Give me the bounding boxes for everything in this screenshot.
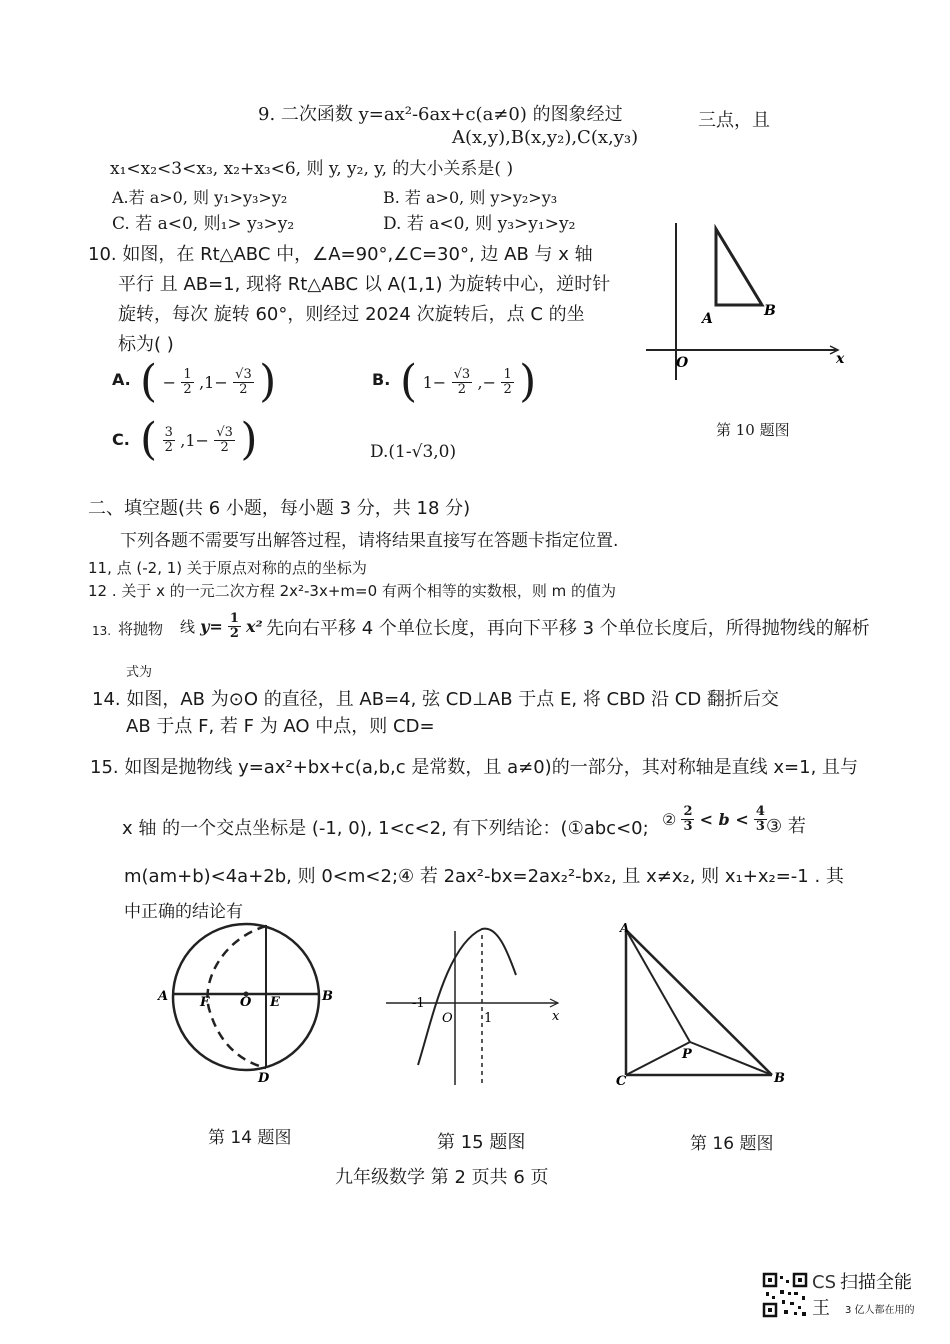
f16-label-p: P (682, 1047, 692, 1062)
f16-label-c: C (616, 1074, 627, 1089)
q10-line2: 平行 且 AB=1, 现将 Rt△ABC 以 A(1,1) 为旋转中心，逆时针 (118, 274, 611, 295)
q10-figure (640, 215, 850, 385)
watermark-cs: CS (812, 1272, 836, 1293)
fig15 (382, 925, 567, 1090)
q10-option-c-label: C. (112, 430, 130, 449)
q10-line4: 标为( ) (118, 334, 174, 355)
q10-line1: 10. 如图，在 Rt△ABC 中，∠A=90°,∠C=30°, 边 AB 与 x 轴 (88, 244, 593, 265)
q13-num: 13. (92, 624, 112, 638)
f15-label-minus1: -1 (412, 996, 425, 1011)
f16-label-a: A (620, 921, 630, 935)
q11: 11, 点 (-2, 1) 关于原点对称的点的坐标为 (88, 559, 367, 577)
watermark-line1: 扫描全能 (840, 1272, 912, 1293)
f16-label-b: B (774, 1071, 785, 1086)
fig14-caption: 第 14 题图 (208, 1128, 292, 1148)
q10-label-x: x (836, 351, 845, 367)
fig16 (612, 920, 792, 1090)
q13-line2: 式为 (126, 665, 153, 680)
q10-option-d: D.(1-√3,0) (370, 442, 457, 462)
q10-option-c-expr: ( $\frac{3}{2}$ ,1− $\frac{√3}{2}$ ) (140, 414, 258, 465)
f14-label-a: A (158, 989, 169, 1004)
q15-line2: x 轴 的一个交点坐标是 (-1, 0), 1<c<2, 有下列结论：(①abc<0; (122, 818, 649, 839)
f14-label-o: O (240, 995, 252, 1010)
qr-code-icon (762, 1272, 808, 1318)
page-footer: 九年级数学 第 2 页共 6 页 (335, 1167, 549, 1188)
q9-option-c: C. 若 a<0, 则₁> y₃>y₂ (112, 214, 295, 234)
q13-formula: 线 y= $\frac{1}{2}$ x² (180, 611, 263, 642)
q15-line3: m(am+b)<4a+2b, 则 0<m<2;④ 若 2ax²-bx=2ax₂²-bx₂, 且 x≠x₂, 则 x₁+x₂=-1 . 其 (124, 866, 844, 887)
q15-item2: ② $\frac{2}{3}$ < b < $\frac{4}{3}$ (662, 804, 765, 835)
q14-line2: AB 于点 F, 若 F 为 AO 中点，则 CD= (126, 716, 435, 737)
q9-line1: 9. 二次函数 y=ax²-6ax+c(a≠0) 的图象经过 (258, 104, 623, 125)
fig15-caption: 第 15 题图 (437, 1132, 526, 1153)
q10-option-b-expr: ( 1− $\frac{√3}{2}$ ,− $\frac{1}{2}$ ) (400, 356, 537, 407)
f14-label-b: B (322, 989, 333, 1004)
q9-option-d: D. 若 a<0, 则 y₃>y₁>y₂ (383, 214, 576, 234)
q10-option-b-label: B. (372, 370, 391, 389)
q10-option-a-expr: ( − $\frac{1}{2}$ ,1− $\frac{√3}{2}$ ) (140, 356, 277, 407)
watermark-line2: 王 (812, 1298, 830, 1319)
section2-instruction: 下列各题不需要写出解答过程，请将结果直接写在答题卡指定位置. (120, 531, 619, 551)
q15-line1: 15. 如图是抛物线 y=ax²+bx+c(a,b,c 是常数，且 a≠0)的一部分，其对称轴是直线 x=1, 且与 (90, 757, 859, 778)
fig16-caption: 第 16 题图 (690, 1134, 774, 1154)
q10-label-o: O (676, 355, 689, 371)
q9-tail: 三点，且 (698, 110, 770, 131)
q10-option-a-label: A. (112, 370, 131, 389)
q10-line3: 旋转，每次 旋转 60°，则经过 2024 次旋转后，点 C 的坐 (118, 304, 585, 325)
watermark-sub: 3 亿人都在用的 (845, 1305, 915, 1316)
f14-label-e: E (270, 995, 280, 1010)
q9-option-a: A.若 a>0, 则 y₁>y₃>y₂ (112, 188, 288, 207)
f15-label-o: O (442, 1011, 453, 1026)
q10-label-b: B (764, 303, 776, 319)
section2-title: 二、填空题(共 6 小题，每小题 3 分，共 18 分) (88, 498, 471, 519)
q13-post: 先向右平移 4 个单位长度，再向下平移 3 个单位长度后，所得抛物线的解析 (266, 618, 870, 639)
fig14 (150, 920, 350, 1090)
f15-label-x: x (552, 1009, 560, 1024)
q10-fig-caption: 第 10 题图 (716, 421, 790, 439)
f14-label-d: D (258, 1071, 270, 1086)
q14-line1: 14. 如图，AB 为⊙O 的直径，且 AB=4, 弦 CD⊥AB 于点 E, 将 CBD 沿 CD 翻折后交 (92, 689, 779, 710)
q15-item2-pre: ② (662, 810, 677, 830)
q13-pre: 将抛物 (118, 620, 164, 638)
q9-option-b: B. 若 a>0, 则 y>y₂>y₃ (383, 188, 558, 207)
q15-item3: ③ 若 (766, 816, 806, 837)
q10-label-a: A (702, 311, 713, 327)
f14-label-f: F (200, 995, 210, 1010)
q12: 12 . 关于 x 的一元二次方程 2x²-3x+m=0 有两个相等的实数根，则 m 的值为 (88, 582, 617, 600)
q9-condition: x₁<x₂<3<x₃, x₂+x₃<6, 则 y, y₂, y, 的大小关系是( ) (110, 159, 514, 179)
q15-line4: 中正确的结论有 (124, 902, 243, 922)
q9-points: A(x,y),B(x,y₂),C(x,y₃) (452, 127, 639, 148)
f15-label-1: 1 (484, 1011, 493, 1026)
q13-mid: 线 (180, 617, 196, 636)
